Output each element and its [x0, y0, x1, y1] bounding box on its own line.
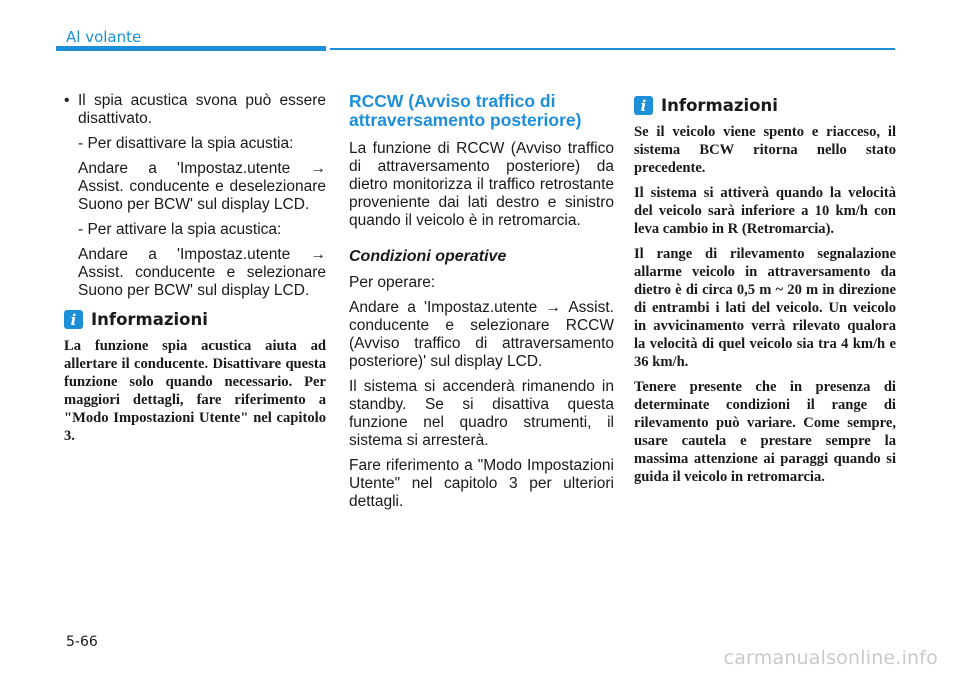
info-icon: i	[64, 310, 83, 329]
info-body: La funzione spia acustica aiuta ad allertare il conducente. Disattivare questa funzione solo quando necessario. Per maggiori dettagli, fare riferimento a "Modo Impostazioni Utente" nel capitolo 3.	[64, 338, 326, 444]
page-number: 5-66	[66, 634, 98, 650]
column-middle	[349, 92, 614, 518]
disable-intro: - Per disattivare la spia acustia:	[78, 135, 294, 152]
disable-steps: Andare a 'Impostaz.utente → Assist. conducente e deselezionare Suono per BCW' sul display LCD.	[78, 160, 326, 213]
enable-steps: Andare a 'Impostaz.utente → Assist. conducente e selezionare Suono per BCW' sul display LCD.	[78, 246, 326, 299]
bullet-dot: •	[64, 92, 70, 109]
bullet-item	[64, 92, 326, 128]
info-title: Informazioni	[91, 310, 208, 329]
operating-conditions-heading: Condizioni operative	[349, 248, 507, 265]
reference-text: Fare riferimento a "Modo Impostazioni Utente" nel capitolo 3 per ulteriori dettagli.	[349, 457, 614, 510]
standby-text: Il sistema si accenderà rimanendo in standby. Se si disattiva questa funzione nel quadro strumenti, il sistema si arresterà.	[349, 378, 614, 449]
info-header	[64, 310, 326, 329]
info-title: Informazioni	[661, 96, 778, 115]
watermark: carmanualsonline.info	[723, 647, 938, 669]
column-right	[634, 92, 896, 493]
bullet-text: Il spia acustica svona può essere disattivato.	[78, 92, 326, 127]
info-paragraph: Tenere presente che in presenza di determinate condizioni il range di rilevamento può variare. Come sempre, usare cautela e prestare sempre la massima attenzione ai paraggi quando si guida il veicolo in retromarcia.	[634, 379, 896, 485]
info-icon: i	[634, 96, 653, 115]
rccw-intro: La funzione di RCCW (Avviso traffico di attraversamento posteriore) da dietro monitorizza il traffico retrostante proveniente dai lati destro e sinistro quando il veicolo è in retromarcia.	[349, 140, 614, 229]
header-rule-thin	[330, 48, 895, 50]
info-paragraph: Il sistema si attiverà quando la velocità del veicolo sarà inferiore a 10 km/h con leva cambio in R (Retromarcia).	[634, 185, 896, 237]
info-paragraph: Il range di rilevamento segnalazione allarme veicolo in attraversamento da dietro è di circa 0,5 m ~ 20 m in direzione di entrambi i lati del veicolo. Un veicolo in avvicinamento verrà rilevato qualora la velocità di quel veicolo sia tra 4 km/h e 36 km/h.	[634, 246, 896, 370]
enable-intro: - Per attivare la spia acustica:	[78, 221, 282, 238]
header-rule-thick	[56, 46, 326, 51]
info-header	[634, 96, 896, 115]
info-paragraph: Se il veicolo viene spento e riacceso, il sistema BCW ritorna nello stato precedente.	[634, 124, 896, 176]
section-title: Al volante	[66, 28, 142, 46]
column-left	[64, 92, 326, 452]
operate-label: Per operare:	[349, 274, 436, 291]
rccw-heading: RCCW (Avviso traffico di attraversamento posteriore)	[349, 91, 582, 130]
operate-steps: Andare a 'Impostaz.utente → Assist. conducente e selezionare RCCW (Avviso traffico di attraversamento posteriore)' sul display LCD.	[349, 299, 614, 370]
